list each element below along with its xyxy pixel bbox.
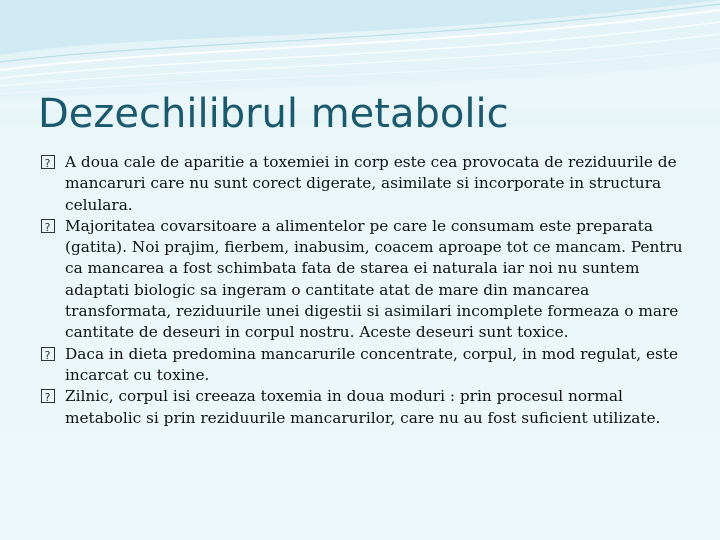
bullet-text: Zilnic, corpul isi creeaza toxemia in doua moduri : prin procesul normal metabolic si prin reziduurile mancarurilor, care nu au fost suficient utilizate.	[65, 387, 661, 427]
missing-glyph-icon	[41, 155, 55, 169]
slide-title: Dezechilibrul metabolic	[38, 91, 509, 137]
missing-glyph-icon	[41, 219, 55, 233]
bullet-text: A doua cale de aparitie a toxemiei in corp este cea provocata de reziduurile de mancaruri care nu sunt corect digerate, asimilate si incorporate in structura celulara.	[65, 153, 677, 214]
list-item	[26, 386, 696, 429]
list-item	[26, 344, 696, 387]
bullet-text: Majoritatea covarsitoare a alimentelor pe care le consumam este preparata (gatita). Noi prajim, fierbem, inabusim, coacem aproape tot ce mancam. Pentru ca mancarea a fost schimbata fata de starea ei naturala iar noi nu suntem adaptati biologic sa ingeram o cantitate atat de mare din mancarea transformata, reziduurile unei digestii si asimilari incomplete formeaza o mare cantitate de deseuri in corpul nostru. Aceste deseuri sunt toxice.	[65, 216, 683, 342]
missing-glyph-icon	[41, 347, 55, 361]
list-item	[26, 152, 696, 216]
bullet-text: Daca in dieta predomina mancarurile concentrate, corpul, in mod regulat, este incarcat cu toxine.	[65, 344, 679, 384]
bullet-list	[26, 152, 696, 429]
missing-glyph-icon	[41, 389, 55, 403]
list-item	[26, 216, 696, 344]
